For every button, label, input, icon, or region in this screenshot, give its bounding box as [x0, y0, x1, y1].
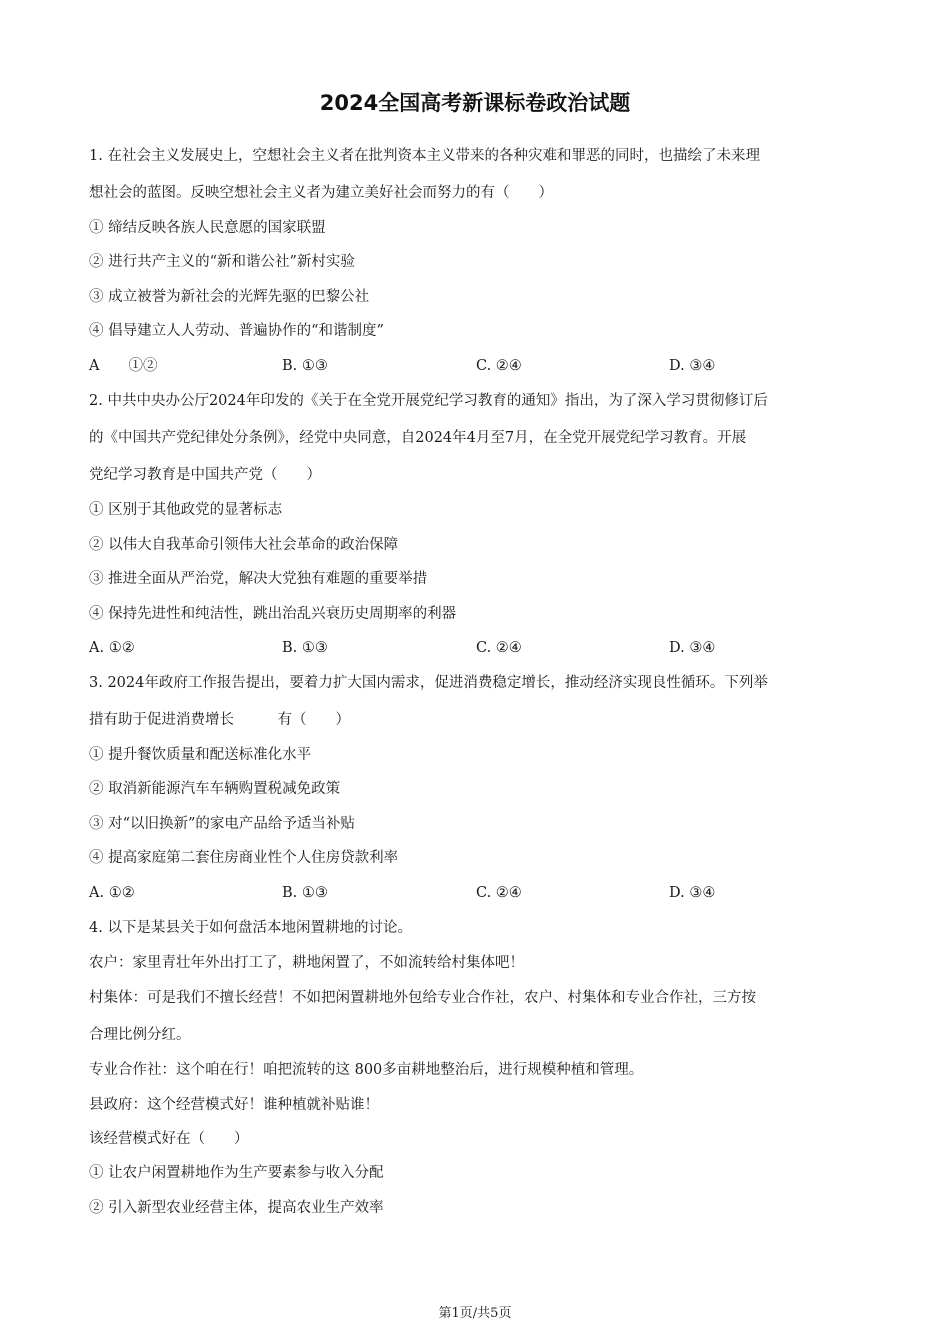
q3-option-a: A. ①② — [89, 885, 135, 901]
q4-dialogue-county: 县政府：这个经营模式好！谁种植就补贴谁！ — [89, 1097, 379, 1113]
q4-stem: 4. 以下是某县关于如何盘活本地闲置耕地的讨论。 — [89, 920, 412, 936]
q3-option-b: B. ①③ — [282, 885, 328, 901]
q3-option-d: D. ③④ — [669, 885, 716, 901]
q3-item-1: ① 提升餐饮质量和配送标准化水平 — [89, 747, 312, 763]
page-title: 2024全国高考新课标卷政治试题 — [319, 91, 631, 115]
q4-item-2: ② 引入新型农业经营主体，提高农业生产效率 — [89, 1200, 384, 1216]
q1-item-4: ④ 倡导建立人人劳动、普遍协作的“和谐制度” — [89, 323, 384, 339]
q2-stem-line-3: 党纪学习教育是中国共产党（ ） — [89, 467, 321, 483]
q2-item-2: ② 以伟大自我革命引领伟大社会革命的政治保障 — [89, 537, 399, 553]
q2-option-a: A. ①② — [89, 640, 135, 656]
q3-stem-line-2: 措有助于促进消费增长 有（ ） — [89, 712, 350, 728]
q4-dialogue-farmer: 农户：家里青壮年外出打工了，耕地闲置了，不如流转给村集体吧！ — [89, 955, 524, 971]
q4-item-1: ① 让农户闲置耕地作为生产要素参与收入分配 — [89, 1165, 384, 1181]
page-number: 第1页/共5页 — [438, 1306, 512, 1321]
q3-item-4: ④ 提高家庭第二套住房商业性个人住房贷款利率 — [89, 850, 399, 866]
q1-stem-line-1: 1. 在社会主义发展史上，空想社会主义者在批判资本主义带来的各种灾难和罪恶的同时，也描绘了未来理 — [89, 148, 760, 164]
q1-option-b: B. ①③ — [282, 358, 328, 374]
q2-item-4: ④ 保持先进性和纯洁性，跳出治乱兴衰历史周期率的利器 — [89, 606, 457, 622]
q2-item-1: ① 区别于其他政党的显著标志 — [89, 502, 283, 518]
q2-stem-line-1: 2. 中共中央办公厅2024年印发的《关于在全党开展党纪学习教育的通知》指出，为了深入学习贯彻修订后 — [89, 393, 768, 409]
q1-stem-line-2: 想社会的蓝图。反映空想社会主义者为建立美好社会而努力的有（ ） — [89, 185, 553, 201]
q3-item-2: ② 取消新能源汽车车辆购置税减免政策 — [89, 781, 341, 797]
q1-option-c: C. ②④ — [476, 358, 522, 374]
q2-option-d: D. ③④ — [669, 640, 716, 656]
q2-item-3: ③ 推进全面从严治党，解决大党独有难题的重要举措 — [89, 571, 428, 587]
q4-dialogue-village-line-2: 合理比例分红。 — [89, 1027, 191, 1043]
q1-item-2: ② 进行共产主义的“新和谐公社”新村实验 — [89, 254, 355, 270]
q1-item-3: ③ 成立被誉为新社会的光辉先驱的巴黎公社 — [89, 289, 370, 305]
q4-dialogue-village-line-1: 村集体：可是我们不擅长经营！不如把闲置耕地外包给专业合作社，农户、村集体和专业合作社，三方按 — [89, 990, 756, 1006]
q1-item-1: ① 缔结反映各族人民意愿的国家联盟 — [89, 220, 326, 236]
q4-question: 该经营模式好在（ ） — [89, 1131, 249, 1147]
q2-option-b: B. ①③ — [282, 640, 328, 656]
q1-option-a: A ①② — [89, 358, 158, 374]
q3-option-c: C. ②④ — [476, 885, 522, 901]
q3-stem-line-1: 3. 2024年政府工作报告提出，要着力扩大国内需求，促进消费稳定增长，推动经济实现良性循环。下列举 — [89, 675, 768, 691]
q2-stem-line-2: 的《中国共产党纪律处分条例》，经党中央同意，自2024年4月至7月，在全党开展党纪学习教育。开展 — [89, 430, 747, 446]
q1-option-d: D. ③④ — [669, 358, 716, 374]
q2-option-c: C. ②④ — [476, 640, 522, 656]
q4-dialogue-cooperative: 专业合作社：这个咱在行！咱把流转的这 800多亩耕地整治后，进行规模种植和管理。 — [89, 1062, 644, 1078]
q3-item-3: ③ 对“以旧换新”的家电产品给予适当补贴 — [89, 816, 355, 832]
